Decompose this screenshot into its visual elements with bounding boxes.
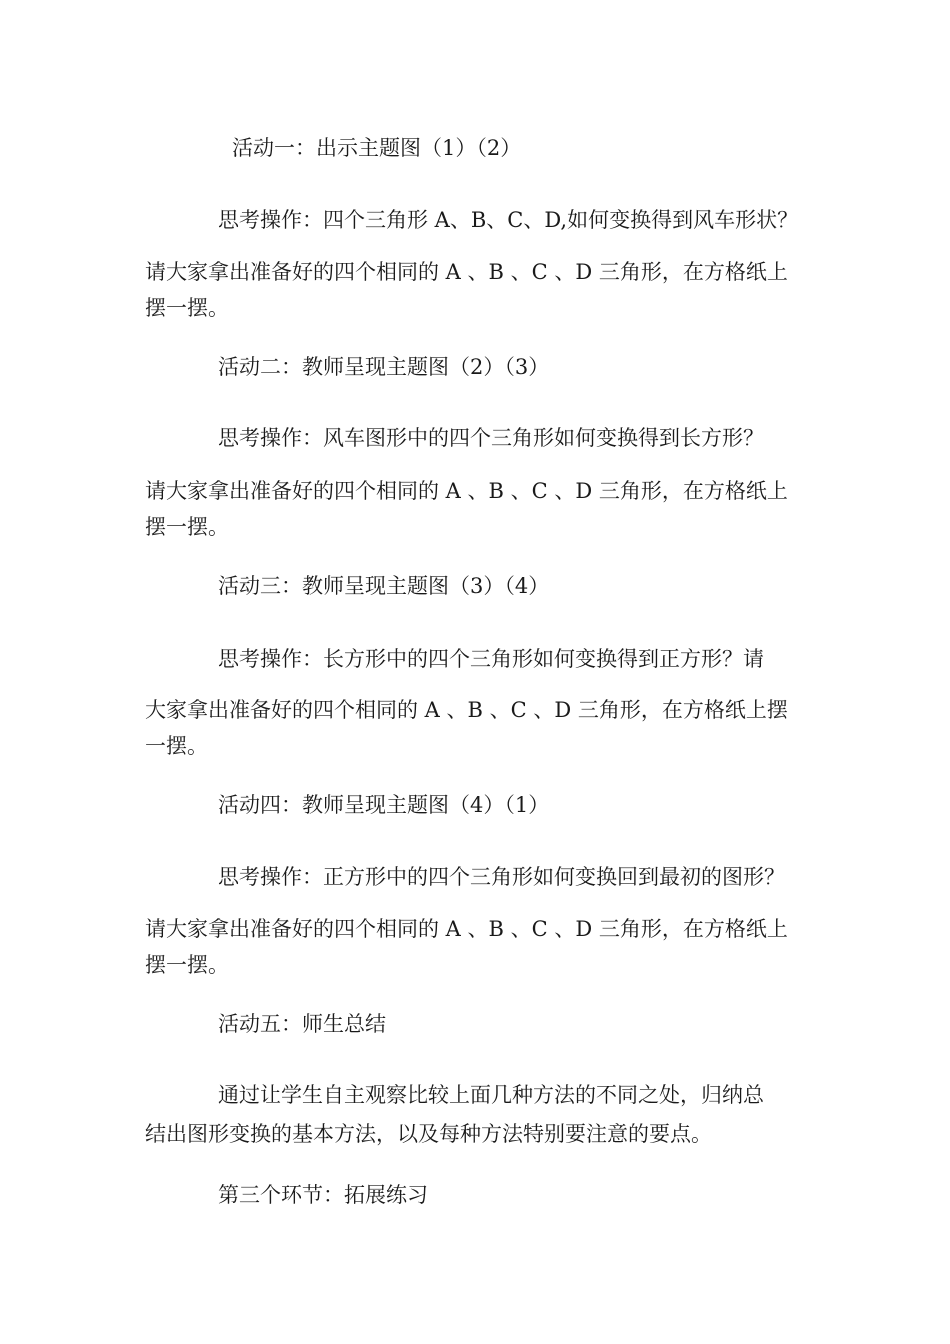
activity1-instruction-line2: 请大家拿出准备好的四个相同的 A 、B 、C 、D 三角形，在方格纸上 [145, 260, 788, 284]
activity3-instruction-line3: 一摆。 [145, 734, 208, 758]
summary-line1: 通过让学生自主观察比较上面几种方法的不同之处，归纳总 [218, 1083, 764, 1107]
activity4-instruction-line1: 思考操作：正方形中的四个三角形如何变换回到最初的图形？ [218, 865, 785, 889]
activity2-instruction-line3: 摆一摆。 [145, 515, 229, 539]
activity4-instruction-line3: 摆一摆。 [145, 953, 229, 977]
activity3-instruction-line1: 思考操作：长方形中的四个三角形如何变换得到正方形？请 [218, 647, 764, 671]
activity5-heading: 活动五：师生总结 [218, 1012, 386, 1036]
summary-line2: 结出图形变换的基本方法，以及每种方法特别要注意的要点。 [145, 1122, 712, 1146]
activity2-heading: 活动二：教师呈现主题图（2）（3） [218, 355, 550, 379]
activity4-heading: 活动四：教师呈现主题图（4）（1） [218, 793, 550, 817]
activity2-instruction-line2: 请大家拿出准备好的四个相同的 A 、B 、C 、D 三角形，在方格纸上 [145, 479, 788, 503]
activity1-instruction-line1: 思考操作：四个三角形 A、B、C、D,如何变换得到风车形状？ [218, 208, 799, 232]
activity4-instruction-line2: 请大家拿出准备好的四个相同的 A 、B 、C 、D 三角形，在方格纸上 [145, 917, 788, 941]
activity3-instruction-line2: 大家拿出准备好的四个相同的 A 、B 、C 、D 三角形，在方格纸上摆 [145, 698, 788, 722]
activity1-heading: 活动一：出示主题图（1）（2） [232, 136, 522, 160]
activity1-instruction-line3: 摆一摆。 [145, 296, 229, 320]
activity2-instruction-line1: 思考操作：风车图形中的四个三角形如何变换得到长方形？ [218, 426, 764, 450]
section3-heading: 第三个环节：拓展练习 [218, 1183, 428, 1207]
activity3-heading: 活动三：教师呈现主题图（3）（4） [218, 574, 550, 598]
